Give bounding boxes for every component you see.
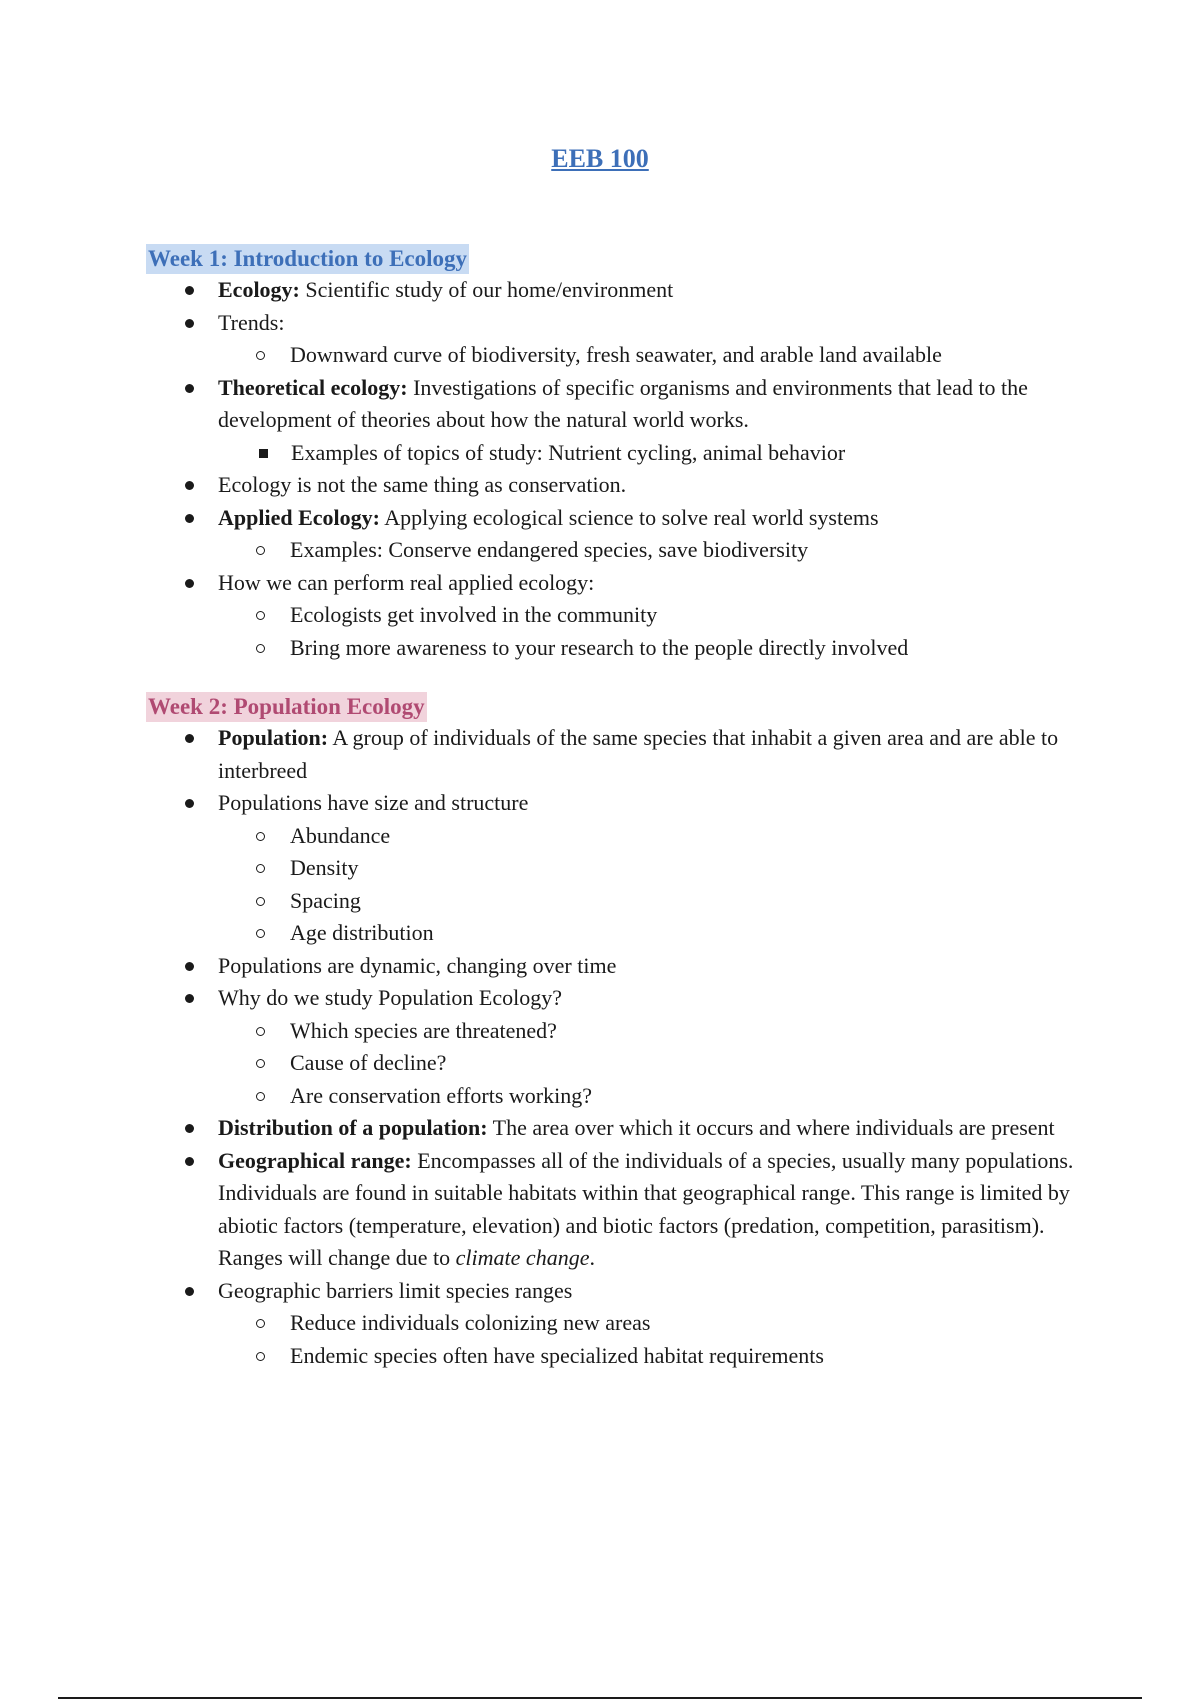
sub-list-item: Density — [218, 852, 1086, 885]
sub-list-item: Spacing — [218, 885, 1086, 918]
term: Population: — [218, 725, 329, 750]
sub-list-item: Ecologists get involved in the community — [218, 599, 1086, 632]
punctuation: . — [589, 1245, 595, 1270]
list-item — [146, 274, 1086, 307]
list-item — [146, 1112, 1086, 1145]
definition: Encompasses all of the individuals of a species, usually many populations. Individuals are found in suitable habitats within that geographical range. This range is limited by abiotic factors (temperature, elevation) and biotic factors (predation, competition, parasitism). Ranges will change due to — [218, 1147, 1074, 1270]
term: Ecology: — [218, 277, 300, 302]
italic-term: climate change — [455, 1245, 590, 1270]
list-item — [146, 982, 1086, 1112]
definition: Scientific study of our home/environment — [299, 277, 674, 302]
bullet-list — [146, 722, 1086, 1372]
definition: Investigations of specific organisms and environments that lead to the development of theories about how the natural world works. — [218, 374, 1028, 432]
sub-list-item: Endemic species often have specialized habitat requirements — [218, 1340, 1086, 1373]
sub-sub-list — [146, 437, 1086, 470]
sub-list-item: Bring more awareness to your research to the people directly involved — [218, 632, 1086, 665]
list-item: Ecology is not the same thing as conservation. — [146, 469, 1086, 502]
item-text: Populations have size and structure — [218, 790, 529, 815]
sub-list-item: Reduce individuals colonizing new areas — [218, 1307, 1086, 1340]
list-item — [146, 372, 1086, 470]
item-text: Why do we study Population Ecology? — [218, 985, 563, 1010]
sub-sub-list-item: Examples of topics of study: Nutrient cycling, animal behavior — [146, 437, 1086, 470]
page-bottom-rule — [58, 1697, 1142, 1699]
sub-list-item: Are conservation efforts working? — [218, 1080, 1086, 1113]
definition: Applying ecological science to solve real world systems — [379, 504, 879, 530]
item-text: How we can perform real applied ecology: — [218, 569, 595, 595]
definition: A group of individuals of the same species that inhabit a given area and are able to interbreed — [218, 725, 1059, 783]
sub-list-item: Examples: Conserve endangered species, save biodiversity — [218, 534, 1086, 567]
sub-list-item: Which species are threatened? — [218, 1015, 1086, 1048]
section-heading-week-2: Week 2: Population Ecology — [146, 692, 427, 722]
item-text: Geographic barriers limit species ranges — [218, 1277, 573, 1303]
list-item — [146, 787, 1086, 950]
sub-list — [218, 1307, 1086, 1372]
section-week-2 — [146, 692, 1086, 1372]
sub-list-item: Abundance — [218, 820, 1086, 853]
term: Applied Ecology: — [218, 504, 380, 530]
sub-list — [218, 339, 1086, 372]
sub-list-item: Cause of decline? — [218, 1047, 1086, 1080]
list-item — [146, 567, 1086, 665]
sub-list — [218, 1015, 1086, 1113]
sub-list — [218, 820, 1086, 950]
list-item — [146, 1275, 1086, 1373]
term: Geographical range: — [218, 1147, 412, 1173]
sub-list-item: Age distribution — [218, 917, 1086, 950]
section-week-1 — [146, 244, 1086, 664]
term: Theoretical ecology: — [218, 374, 408, 400]
term: Distribution of a population: — [218, 1115, 488, 1140]
list-item: Populations are dynamic, changing over time — [146, 950, 1086, 983]
page-title: EEB 100 — [551, 144, 649, 173]
sub-list — [218, 599, 1086, 664]
bullet-list — [146, 274, 1086, 664]
sub-list — [218, 534, 1086, 567]
section-heading-week-1: Week 1: Introduction to Ecology — [146, 244, 469, 274]
item-text: Trends: — [218, 309, 285, 335]
list-item — [146, 1145, 1086, 1275]
list-item — [146, 307, 1086, 372]
definition: The area over which it occurs and where individuals are present — [487, 1115, 1055, 1140]
list-item — [146, 502, 1086, 567]
list-item — [146, 722, 1086, 787]
sub-list-item: Downward curve of biodiversity, fresh seawater, and arable land available — [218, 339, 1086, 372]
